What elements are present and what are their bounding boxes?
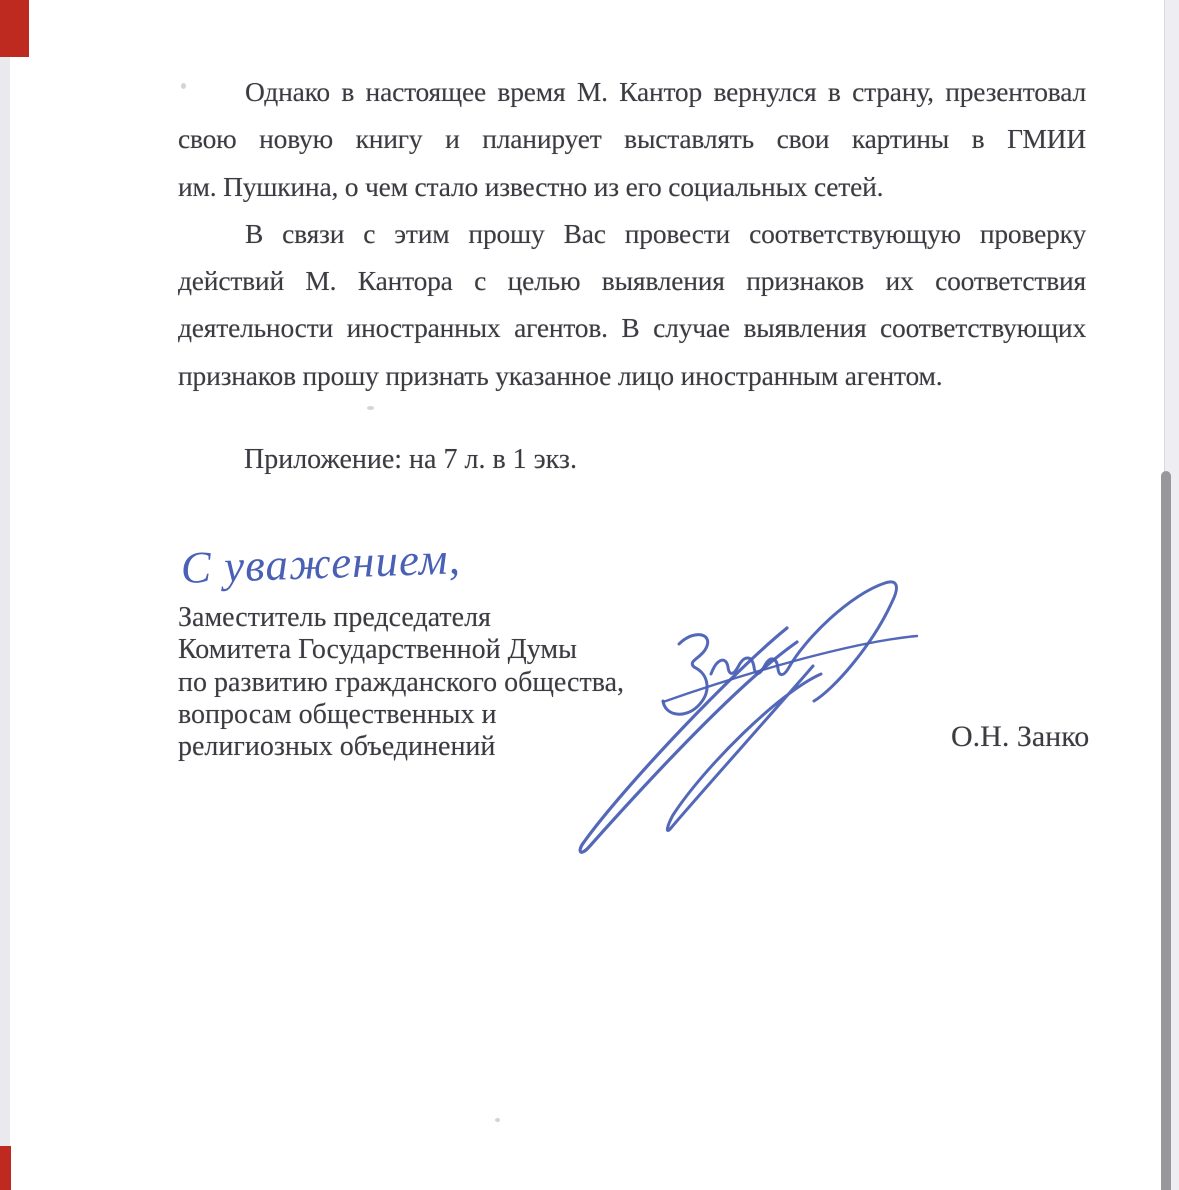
red-marker-bottom-left <box>0 1146 11 1190</box>
letter-body <box>178 68 1086 399</box>
handwritten-closing: С уважением, <box>180 533 462 593</box>
red-marker-top-left <box>0 0 29 57</box>
attachment-line: Приложение: на 7 л. в 1 экз. <box>244 444 577 475</box>
signatory-title-line: вопросам общественных и <box>178 698 497 730</box>
signatory-title-line: по развитию гражданского общества, <box>178 666 625 698</box>
scrollbar-thumb[interactable] <box>1161 471 1171 1190</box>
signatory-title-line: Заместитель председателя <box>178 602 491 633</box>
body-line: признаков прошу признать указанное лицо иностранным агентом. <box>178 359 943 391</box>
signatory-name: О.Н. Занко <box>951 720 1090 753</box>
body-line: им. Пушкина, о чем стало известно из его социальных сетей. <box>178 170 884 202</box>
scan-speck <box>181 83 186 89</box>
scan-speck <box>495 1118 500 1122</box>
left-gutter <box>0 0 10 1190</box>
body-line: деятельности иностранных агентов. В случае выявления соответствующих <box>178 312 1086 344</box>
scan-speck <box>367 406 374 410</box>
body-line: Однако в настоящее время М. Кантор вернулся в страну, презентовал <box>245 76 1086 107</box>
signatory-title-line: религиозных объединений <box>178 731 496 763</box>
signatory-title-line: Комитета Государственной Думы <box>178 634 577 666</box>
signature-scribble <box>555 570 945 860</box>
body-line: В связи с этим прошу Вас провести соответствующую проверку <box>245 217 1086 249</box>
body-line: действий М. Кантора с целью выявления признаков их соответствия <box>178 265 1086 297</box>
body-line: свою новую книгу и планирует выставлять свои картины в ГМИИ <box>178 123 1086 155</box>
